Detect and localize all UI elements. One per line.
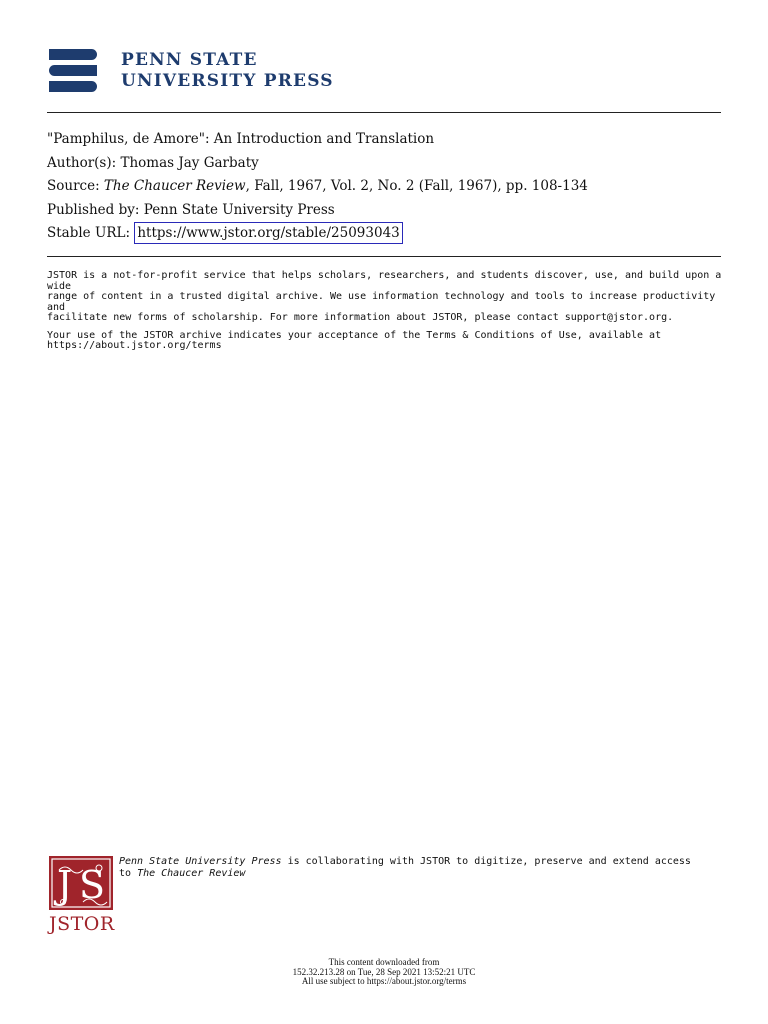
author-line <box>47 152 588 176</box>
stable-url-line <box>47 222 588 246</box>
author-name: Thomas Jay Garbaty <box>120 154 259 171</box>
jstor-seal-icon <box>49 856 113 910</box>
download-line-2: 152.32.213.28 on Tue, 28 Sep 2021 13:52:21 UTC <box>292 966 476 977</box>
notice-line: JSTOR is a not-for-profit service that helps scholars, researchers, and students discover, use, and build upon a wide <box>47 270 722 292</box>
source-details: , Fall, 1967, Vol. 2, No. 2 (Fall, 1967), pp. 108-134 <box>245 178 588 194</box>
download-info <box>0 958 768 987</box>
penn-state-mark-icon <box>49 49 97 93</box>
terms-link[interactable]: https://about.jstor.org/terms <box>47 340 222 351</box>
notice-paragraph-1 <box>47 271 727 324</box>
notice-line: Your use of the JSTOR archive indicates your acceptance of the Terms & Conditions of Use, available at <box>47 329 662 341</box>
download-line-1: This content downloaded from <box>328 957 440 967</box>
jstor-wordmark: JSTOR <box>49 913 115 935</box>
article-title: "Pamphilus, de Amore": An Introduction and Translation <box>47 131 435 147</box>
publisher-logo-text <box>121 50 334 92</box>
logo-line-2: UNIVERSITY PRESS <box>121 71 334 91</box>
collab-text: is collaborating with JSTOR to digitize, preserve and extend access <box>281 856 691 867</box>
source-line <box>47 175 588 199</box>
jstor-notice <box>47 271 727 359</box>
publisher-name: Penn State University Press <box>143 201 335 218</box>
source-label: Source: <box>47 178 100 194</box>
jstor-logo <box>49 856 113 935</box>
bottom-divider <box>47 256 721 257</box>
article-metadata <box>47 128 588 246</box>
stable-url-link[interactable]: https://www.jstor.org/stable/25093043 <box>134 222 402 244</box>
journal-title: The Chaucer Review <box>103 178 246 194</box>
collab-journal: The Chaucer Review <box>137 867 246 879</box>
collaboration-statement <box>119 856 739 879</box>
notice-line: facilitate new forms of scholarship. For more information about JSTOR, please contact support@jstor.org. <box>47 312 674 323</box>
logo-line-1: PENN STATE <box>121 50 258 70</box>
download-line-3: All use subject to https://about.jstor.org/terms <box>301 976 467 986</box>
stable-url-label: Stable URL: <box>47 225 131 241</box>
collab-to: to <box>119 867 138 879</box>
collab-publisher: Penn State University Press <box>119 856 282 867</box>
published-label: Published by: <box>47 201 140 218</box>
notice-paragraph-2 <box>47 331 727 352</box>
svg-text:S: S <box>79 863 106 907</box>
publisher-logo <box>49 49 334 93</box>
published-line <box>47 199 588 223</box>
author-label: Author(s): <box>47 154 117 171</box>
notice-line: range of content in a trusted digital archive. We use information technology and tools to increase productivity and <box>47 291 716 313</box>
svg-text:J: J <box>57 863 73 907</box>
top-divider <box>47 112 721 113</box>
